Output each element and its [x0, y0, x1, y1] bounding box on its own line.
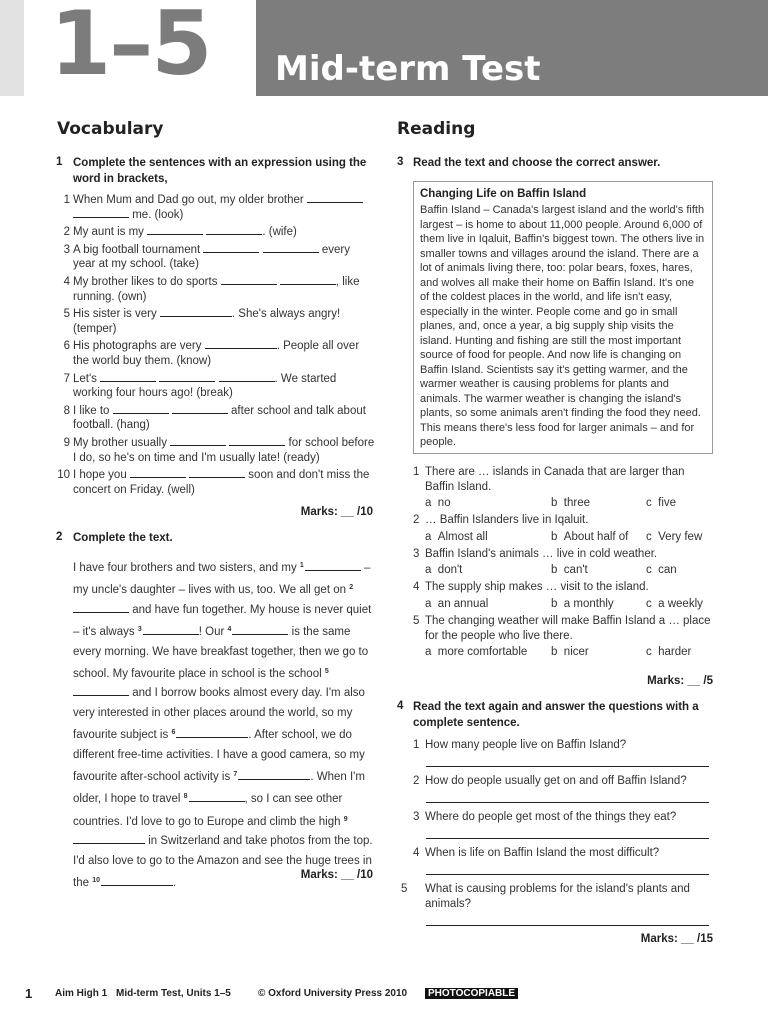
option-b[interactable]: b can't	[551, 564, 588, 577]
option-a[interactable]: a Almost all	[425, 530, 488, 543]
q1-item: 10 I hope you soon and don't miss the concert on Friday. (well)	[57, 469, 370, 496]
option-b[interactable]: b nicer	[551, 646, 589, 659]
answer-line[interactable]	[426, 925, 709, 926]
option-c[interactable]: c a weekly	[646, 597, 703, 610]
answer-gap[interactable]	[130, 468, 186, 478]
q2-cloze-text: I have four brothers and two sisters, and my $^1$ – my uncle's daughter – lives with us, too. We all get on $^2$ and have fun together. My house is never quiet – it's always $^3$ ! Our $^4$ is the same every morning. We have breakfast together, then we go to school. My favourite place in school is the school $^5$ and I borrow books almost every day. I'm also very interested in other places around the world, so my favourite subject is $^6$ . After school, we do different free-time activities. I have a good camera, so my favourite after-school activity is $^7$ . When I'm older, I hope to travel $^8$ , so I can see other countries. I'd love to go to Europe and climb the high $^9$ in Switzerland and take photos from the top. I'd also love to go to the Amazon and see the huge trees in the $^{10}$ .	[73, 562, 373, 890]
answer-gap[interactable]	[280, 275, 336, 285]
answer-gap[interactable]	[159, 372, 215, 382]
option-a[interactable]: a more comfortable	[425, 646, 528, 659]
q3-options	[397, 528, 713, 546]
q1-marks: Marks: __ /10	[300, 506, 373, 518]
q4-number: 4	[397, 700, 404, 712]
passage-title: Changing Life on Baffin Island	[420, 188, 587, 200]
q3-question: 3 Baffin Island's animals … live in cold weather.	[413, 547, 658, 560]
option-a[interactable]: a don't	[425, 564, 463, 577]
q2-title: Complete the text.	[73, 532, 173, 544]
q3-question: 5 The changing weather will make Baffin Island a … place for the people who live there.	[413, 614, 711, 642]
answer-gap-4[interactable]	[232, 625, 288, 635]
q3-question: 1 There are … islands in Canada that are larger than Baffin Island.	[413, 466, 685, 493]
q1-item: 5 His sister is very . She's always angry! (temper)	[63, 308, 341, 335]
answer-gap[interactable]	[206, 225, 262, 235]
answer-gap[interactable]	[219, 372, 275, 382]
q3-options	[397, 494, 713, 512]
q1-item: 6 His photographs are very . People all over the world buy them. (know)	[63, 340, 360, 367]
q4-title: Read the text again and answer the questions with a complete sentence.	[413, 701, 699, 729]
option-c[interactable]: c harder	[646, 646, 692, 659]
option-b[interactable]: b About half of	[551, 530, 629, 543]
answer-gap-5[interactable]	[73, 686, 129, 696]
q3-options	[397, 561, 713, 579]
header-left-bar	[0, 0, 24, 96]
q4-question: 3 Where do people get most of the things they eat?	[413, 811, 677, 823]
q3-question: 2 … Baffin Islanders live in Iqaluit.	[413, 514, 589, 527]
answer-gap-3[interactable]	[143, 625, 199, 635]
answer-gap[interactable]	[205, 339, 277, 349]
answer-gap-7[interactable]	[238, 770, 310, 780]
q4-question: 1 How many people live on Baffin Island?	[413, 739, 627, 751]
answer-gap[interactable]	[73, 208, 129, 218]
q1-title: Complete the sentences with an expression using the word in brackets,	[73, 157, 367, 185]
answer-gap[interactable]	[263, 243, 319, 253]
q1-item: 7 Let's . We started working four hours ago! (break)	[63, 372, 337, 400]
q1-item: 8 I like to after school and talk about football. (hang)	[63, 404, 366, 432]
option-b[interactable]: b a monthly	[551, 597, 614, 610]
reading-passage-box	[413, 181, 713, 454]
option-c[interactable]: c five	[646, 497, 677, 510]
answer-gap[interactable]	[147, 225, 203, 235]
q2-number: 2	[56, 531, 63, 543]
answer-gap[interactable]	[307, 193, 363, 203]
answer-gap[interactable]	[203, 243, 259, 253]
vocabulary-heading: Vocabulary	[57, 119, 164, 139]
answer-gap-1[interactable]	[305, 561, 361, 571]
page-number: 1	[25, 986, 33, 1001]
q1-item: 2 My aunt is my . (wife)	[63, 226, 297, 239]
answer-line[interactable]	[426, 802, 709, 803]
q1-item: 4 My brother likes to do sports , like running. (own)	[63, 275, 360, 303]
answer-gap[interactable]	[170, 436, 226, 446]
q1-number: 1	[56, 156, 63, 168]
q4-question: 5 What is causing problems for the island's plants and animals?	[401, 883, 690, 910]
q1-item: 3 A big football tournament every year at my school. (take)	[63, 243, 350, 271]
answer-gap-9[interactable]	[73, 834, 145, 844]
option-c[interactable]: c can	[646, 564, 677, 577]
option-a[interactable]: a no	[425, 497, 451, 510]
answer-gap-6[interactable]	[176, 728, 248, 738]
answer-line[interactable]	[426, 874, 709, 875]
q3-question: 4 The supply ship makes … visit to the island.	[413, 581, 649, 594]
unit-number: 1–5	[50, 0, 211, 95]
q3-title: Read the text and choose the correct answer.	[413, 157, 661, 169]
option-b[interactable]: b three	[551, 497, 591, 510]
footer-book: Aim High 1	[55, 988, 108, 999]
reading-heading: Reading	[397, 119, 476, 139]
answer-gap[interactable]	[229, 436, 285, 446]
answer-line[interactable]	[426, 838, 709, 839]
q4-marks: Marks: __ /15	[640, 933, 713, 945]
q1-item: 9 My brother usually for school before I do, so he's on time and I'm usually late! (ready)	[63, 436, 375, 464]
footer-test: Mid-term Test, Units 1–5	[116, 988, 231, 999]
footer-copyright: © Oxford University Press 2010	[258, 988, 408, 999]
photocopiable-badge: PHOTOCOPIABLE	[425, 988, 518, 999]
page-title: Mid-term Test	[275, 49, 541, 89]
q1-item: 1 When Mum and Dad go out, my older brother me. (look)	[57, 193, 375, 222]
answer-gap-8[interactable]	[189, 792, 245, 802]
answer-gap[interactable]	[113, 404, 169, 414]
answer-line[interactable]	[426, 766, 709, 767]
answer-gap[interactable]	[189, 468, 245, 478]
q3-options	[397, 595, 713, 613]
q3-questions	[397, 465, 713, 662]
q4-question: 2 How do people usually get on and off Baffin Island?	[413, 775, 687, 787]
answer-gap[interactable]	[172, 404, 228, 414]
q4-question: 4 When is life on Baffin Island the most difficult?	[413, 847, 660, 859]
answer-gap-2[interactable]	[73, 603, 129, 613]
option-c[interactable]: c Very few	[646, 530, 703, 543]
q3-number: 3	[397, 156, 404, 168]
answer-gap[interactable]	[160, 307, 232, 317]
q2-marks: Marks: __ /10	[300, 869, 373, 881]
passage-text: Baffin Island – Canada's largest island and the world's fifth largest – is home to about 11,000 people. Around 6,000 of them live in Iqaluit, Baffin's biggest town. The others live in smaller towns and villages around the island. There are a lot of animals living there, too: polar bears, foxes, hares, and wolves all make their home on Baffin Island. It's one of the coldest places in the world, and life isn't easy, especially in the winter. People come and go in small planes, and, once a year, a big supply ship visits the island. Hunting and fishing are still the most important source of food for people. And now life is changing on Baffin Island. Scientists say it's getting warmer, and the warmer weather is causing problems for plants and animals. The warmer weather is changing the island's plants, so some animals aren't finding the food they need. This means there's less food for larger animals – and for people.	[420, 204, 705, 448]
answer-gap[interactable]	[221, 275, 277, 285]
answer-gap[interactable]	[100, 372, 156, 382]
q3-options	[397, 643, 713, 661]
answer-gap-10[interactable]	[101, 876, 173, 886]
option-a[interactable]: a an annual	[425, 597, 489, 610]
q3-marks: Marks: __ /5	[647, 675, 713, 687]
q1-sentences	[57, 193, 375, 500]
